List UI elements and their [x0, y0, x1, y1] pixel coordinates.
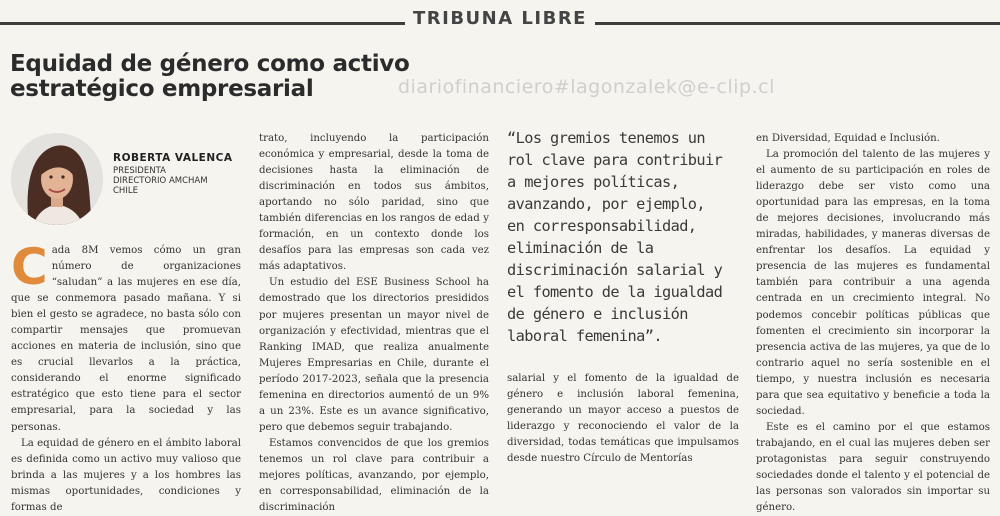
pull-quote: “Los gremios tenemos un rol clave para contribuir a mejores políticas, avanzando, por ejemplo, en corresponsabilidad, eliminación de la discriminación salarial y el fomento de la igualdad de género e inclusión laboral femenina”.	[507, 129, 723, 345]
article-paragraph: Estamos convencidos de que los gremios tenemos un rol clave para contribuir a mejores políticas, avanzando, por ejemplo, en corresponsabilidad, eliminación de la discriminación	[259, 437, 489, 514]
paragraph-text: ada 8M vemos cómo un gran número de organizaciones “saludan” a las mujeres en ese día, que se conmemora pasado mañana. Y si bien el gesto se agradece, no basta sólo con compartir mensajes que promuevan acciones en materia de inclusión, sino que es crucial llevarlos a la práctica, considerando el enorme significado estratégico que esto tiene para el sector empresarial, para la sociedad y las personas.	[11, 245, 241, 433]
article-paragraph: La equidad de género en el ámbito laboral es definida como un activo muy valioso que brinda a las mujeres y a los hombres las mismas oportunidades, condiciones y formas de	[11, 437, 241, 513]
author-name: ROBERTA VALENCA	[113, 152, 233, 164]
article-paragraph: Un estudio del ESE Business School ha demostrado que los directorios presididos por mujeres presentan un mayor nivel de organización y efectividad, mientras que el Ranking IMAD, que realiza anualmente Mujeres Empresarias en Chile, durante el período 2017-2023, señala que la presencia femenina en directorios aumentó de un 9% a un 23%. Este es un avance significativo, pero que debemos seguir trabajando.	[259, 277, 489, 433]
article-paragraph: salarial y el fomento de la igualdad de género e inclusión laboral femenina, generando un mayor acceso a puestos de liderazgo y reconociendo el valor de la diversidad, todas temáticas que impulsamos desde nuestro Círculo de Mentorías	[507, 373, 739, 465]
article-column-4	[756, 131, 990, 516]
author-role	[113, 166, 233, 196]
drop-cap: C	[11, 238, 48, 296]
author-role-line-1: PRESIDENTA	[113, 166, 166, 176]
author-role-line-3: CHILE	[113, 186, 138, 196]
article-column-2	[259, 131, 489, 516]
author-portrait-image	[11, 133, 103, 225]
author-role-line-2: DIRECTORIO AMCHAM	[113, 176, 208, 186]
section-header	[0, 8, 1000, 29]
author-avatar	[11, 133, 103, 225]
article-paragraph: en Diversidad, Equidad e Inclusión.	[756, 133, 940, 144]
article-headline	[10, 52, 410, 102]
headline-line-1: Equidad de género como activo	[10, 51, 410, 77]
article-column-3	[507, 371, 739, 467]
article-column-1	[11, 238, 241, 516]
article-paragraph: trato, incluyendo la participación económica y empresarial, desde la toma de decisiones hasta la eliminación de discriminación en todos sus ámbitos, aportando no sólo paridad, sino que también diferencias en los rangos de edad y formación, en un contexto donde los desafíos para las empresas son cada vez más adaptativos.	[259, 133, 489, 273]
headline-line-2: estratégico empresarial	[10, 76, 314, 102]
section-label: TRIBUNA LIBRE	[405, 8, 595, 29]
watermark: diariofinanciero#lagonzalek@e-clip.cl	[398, 76, 775, 98]
article-paragraph	[11, 238, 241, 436]
article-paragraph: La promoción del talento de las mujeres y el aumento de su participación en roles de liderazgo debe ser visto como una oportunidad para las empresas, en la toma de mejores decisiones, involucrando más miradas, habilidades, y maneras diversas de enfrentar los desafíos. La equidad y presencia de las mujeres es fundamental también para contribuir a una agenda centrada en un crecimiento integral. No podemos concebir políticas públicas que fomenten el crecimiento sin incorporar la presencia activa de las mujeres, ya que de lo contrario aquel no sería sostenible en el tiempo, y nuestra inclusión es necesaria para que sea equitativo y beneficie a toda la sociedad.	[756, 149, 990, 417]
article-paragraph: Este es el camino por el que estamos trabajando, en el cual las mujeres deben ser protagonistas para seguir construyendo sociedades donde el talento y el potencial de las personas son valorados sin importar su género.	[756, 421, 990, 514]
